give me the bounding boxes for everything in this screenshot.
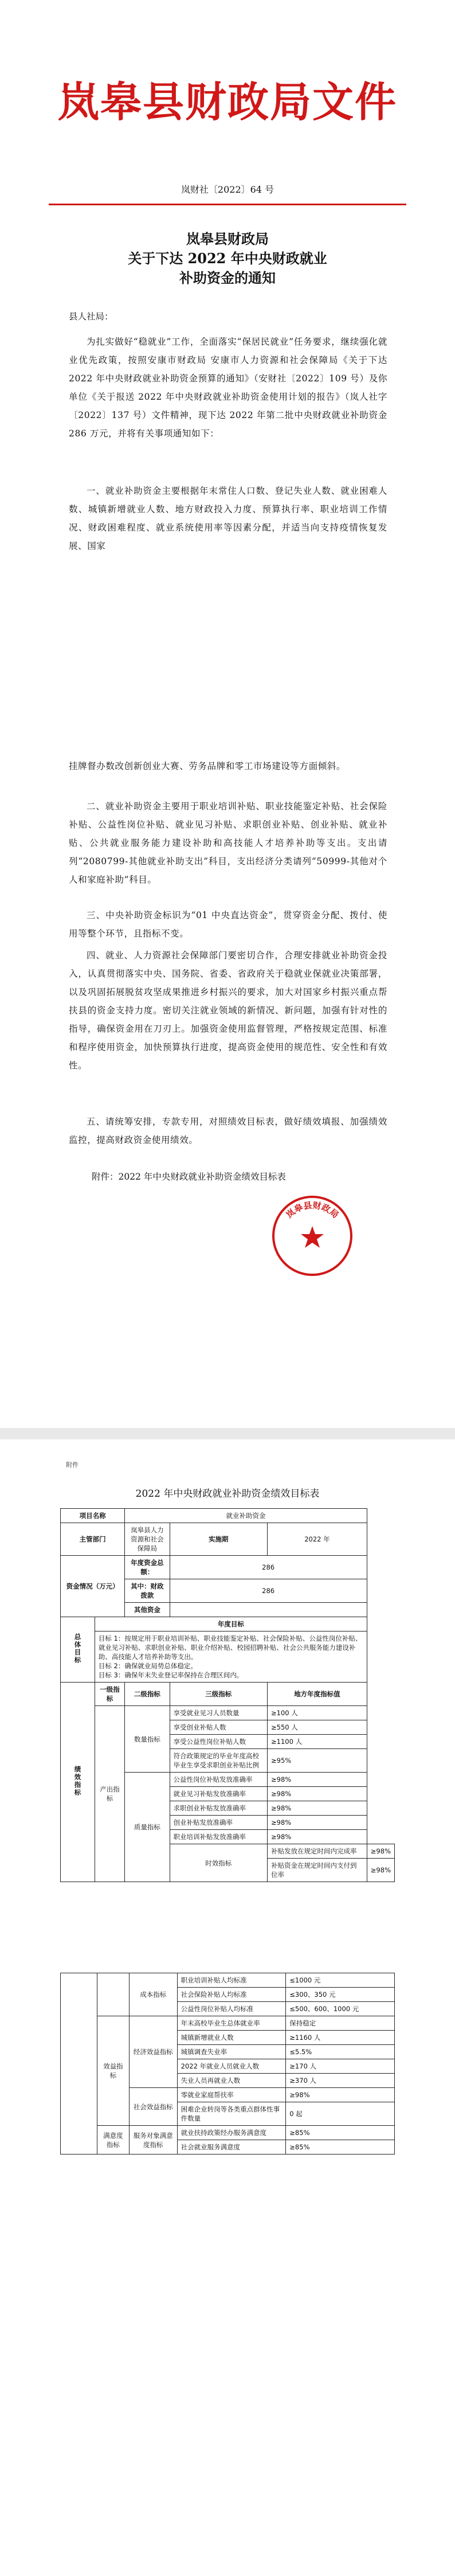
document-number: 岚财社〔2022〕64 号	[181, 184, 274, 195]
quality-row-3-name: 求职创业补贴发放准确率	[170, 1801, 268, 1816]
agency-letterhead: 岚皋县财政局文件	[57, 77, 397, 126]
annex-tag: 附件	[66, 1461, 79, 1469]
economic-row-2-name: 城镇新增就业人数	[177, 2031, 286, 2045]
cost-label: 成本指标	[129, 1973, 177, 2016]
goal-1: 目标 1：按规定用于职业培训补贴、职业技能鉴定补贴、社会保险补贴、公益性岗位补贴、就业见习补贴、求职创业补贴、职业介绍补贴、校园招聘补贴、社会公共服务能力建设补助、高技能人才培养补助等支出。	[98, 1634, 362, 1661]
col-l1: 一级指标	[95, 1683, 124, 1706]
economic-label: 经济效益指标	[129, 2016, 177, 2088]
economic-row-4-name: 2022 年就业人员就业人数	[177, 2059, 286, 2074]
funds-label: 资金情况（万元）	[61, 1556, 125, 1617]
dept-label: 主管部门	[61, 1523, 125, 1556]
total-label: 年度资金总额：	[125, 1556, 170, 1579]
goal-2: 目标 2：确保就业局势总体稳定。	[98, 1662, 197, 1670]
col-l3: 三级指标	[170, 1683, 268, 1706]
economic-row-1-value: 保持稳定	[286, 2016, 395, 2031]
quality-row-3-value: ≥98%	[268, 1801, 367, 1816]
satisfaction-row-1-value: ≥85%	[286, 2126, 395, 2140]
perf-label-cont	[61, 1973, 97, 2155]
social-label: 社会效益指标	[129, 2088, 177, 2126]
quality-row-4-value: ≥98%	[268, 1816, 367, 1830]
satisfaction-row-2-name: 社会就业服务满意度	[177, 2140, 286, 2155]
paragraph-section-1: 一、就业补助资金主要根据年末常住人口数、登记失业人数、就业困难人数、城镇新增就业人数、地方财政投入力度、预算执行率、职业培训工作情况、财政困难程度、就业系统使用率等因素分配，并适当向支持疫情恢复发展、国家	[69, 486, 387, 551]
quantity-row-4-value: ≥95%	[268, 1749, 367, 1773]
red-divider	[49, 204, 406, 205]
paragraph-section-3: 三、中央补助资金标识为“01 中央直达资金”，贯穿资金分配、拨付、使用等整个环节，且指标不变。	[69, 910, 387, 939]
social-row-1-name: 零就业家庭帮扶率	[177, 2088, 286, 2102]
cost-row-1-value: ≤1000 元	[286, 1973, 395, 1988]
satisfaction-l2-label: 服务对象满意度指标	[129, 2126, 177, 2155]
timeliness-row-1-name: 补贴发放在规定时间内完成率	[268, 1844, 367, 1859]
performance-table-part-2	[60, 1973, 395, 2155]
annex-table-title: 2022 年中央财政就业补助资金绩效目标表	[135, 1488, 320, 1500]
cost-row-3-name: 公益性岗位补贴人均标准	[177, 2002, 286, 2016]
quantity-row-4-name: 符合政策规定的毕业年度高校毕业生享受求职创业补贴比例	[170, 1749, 268, 1773]
col-target: 地方年度指标值	[268, 1683, 367, 1706]
economic-row-2-value: ≥1160 人	[286, 2031, 395, 2045]
quantity-row-1-value: ≥100 人	[268, 1706, 367, 1720]
goal-label: 总体目标	[61, 1617, 95, 1683]
seal-star-icon	[301, 1226, 324, 1248]
quantity-row-1-name: 享受就业见习人员数量	[170, 1706, 268, 1720]
output-label-cont	[97, 1973, 129, 2016]
social-row-2-name: 困难企业转岗等各类重点群体性事件数量	[177, 2102, 286, 2126]
other-label: 其他资金	[125, 1603, 170, 1617]
output-label: 产出指标	[95, 1706, 124, 1882]
seal-text: 岚皋县财政局	[284, 1200, 341, 1220]
salutation: 县人社局：	[69, 311, 113, 322]
social-row-2-value: 0 起	[286, 2102, 395, 2126]
paragraph-section-2: 二、就业补助资金主要用于职业培训补贴、职业技能鉴定补贴、社会保险补贴、公益性岗位补贴、就业见习补贴、求职创业补贴、创业补贴、就业补贴、公共就业服务能力建设补助和高技能人才培养补助等支出。支出请列“2080799-其他就业补助支出”科目，支出经济分类请列“50999-其他对个人和家庭补助”科目。	[69, 801, 387, 885]
cost-row-1-name: 职业培训补贴人均标准	[177, 1973, 286, 1988]
performance-table-part-1	[60, 1508, 395, 1882]
annual-goal-label: 年度目标	[95, 1617, 367, 1632]
timeliness-row-2-value: ≥98%	[367, 1859, 394, 1882]
satisfaction-row-2-value: ≥85%	[286, 2140, 395, 2155]
social-row-1-value: ≥98%	[286, 2088, 395, 2102]
notice-title-line-1: 岚皋县财政局	[186, 231, 269, 247]
quantity-row-3-value: ≥1100 人	[268, 1735, 367, 1749]
quality-row-2-name: 就业见习补贴发放准确率	[170, 1787, 268, 1801]
official-seal	[269, 1193, 355, 1279]
total-value: 286	[170, 1556, 367, 1579]
attachment-reference: 附件：2022 年中央财政就业补助资金绩效目标表	[92, 1172, 286, 1182]
paragraph-section-4: 四、就业、人力资源社会保障部门要密切合作，合理安排就业补助资金投入，认真贯彻落实中央、国务院、省委、省政府关于稳就业保就业决策部署，以及巩固拓展脱贫攻坚成果推进乡村振兴的要求，加大对国家乡村振兴重点帮扶县的资金支持力度。密切关注就业领域的新情况、新问题，加强有针对性的指导，确保资金用在刀刃上。加强资金使用监督管理，严格按规定范围、标准和程序使用资金，加快预算执行进度，提高资金使用的规范性、安全性和有效性。	[69, 950, 387, 1071]
economic-row-3-value: ≤5.5%	[286, 2045, 395, 2059]
annex-page	[0, 1439, 455, 2576]
quality-row-1-value: ≥98%	[268, 1773, 367, 1787]
economic-row-3-name: 城镇调查失业率	[177, 2045, 286, 2059]
paragraph-section-5: 五、请统筹安排，专款专用，对照绩效目标表，做好绩效填报、加强绩效监控，提高财政资金使用绩效。	[69, 1117, 387, 1145]
central-value: 286	[170, 1579, 367, 1603]
quality-row-1-name: 公益性岗位补贴发放准确率	[170, 1773, 268, 1787]
quantity-row-2-value: ≥550 人	[268, 1720, 367, 1735]
notice-page-2	[0, 573, 455, 1428]
timeliness-row-2-name: 补贴资金在规定时间内支付到位率	[268, 1859, 367, 1882]
notice-title-line-2: 关于下达 2022 年中央财政就业	[128, 250, 327, 267]
quality-row-5-value: ≥98%	[268, 1830, 367, 1844]
benefit-label: 效益指标	[97, 2016, 129, 2126]
project-name-label: 项目名称	[61, 1509, 125, 1523]
quality-row-2-value: ≥98%	[268, 1787, 367, 1801]
cost-row-3-value: ≤500、600、1000 元	[286, 2002, 395, 2016]
impl-value: 2022 年	[268, 1523, 367, 1556]
notice-title-line-3: 补助资金的通知	[179, 270, 276, 286]
cost-row-2-value: ≤300、350 元	[286, 1988, 395, 2002]
goal-3: 目标 3：确保年末失业登记率保持在合理区间内。	[98, 1671, 244, 1679]
quality-row-5-name: 职业培训补贴发放准确率	[170, 1830, 268, 1844]
satisfaction-row-1-name: 就业扶持政策经办服务满意度	[177, 2126, 286, 2140]
goal-list	[95, 1632, 367, 1683]
timeliness-label: 时效指标	[170, 1844, 268, 1882]
project-name-value: 就业补助资金	[125, 1509, 367, 1523]
paragraph-section-1-continued: 挂牌督办数改创新创业大赛、劳务品牌和零工市场建设等方面倾斜。	[69, 761, 346, 771]
timeliness-row-1-value: ≥98%	[367, 1844, 394, 1859]
paragraph-intro: 为扎实做好“稳就业”工作，全面落实“保居民就业”任务要求，继续强化就业优先政策，按照安康市财政局 安康市人力资源和社会保障局《关于下达 2022 年中央财政就业补助资金预算的通知》（安财社〔2022〕109 号）及你单位《关于报送 2022 年中央财政就业补助资金使用计划的报告》（岚人社字〔2022〕137 号）文件精神，现下达 2022 年第二批中央财政就业补助资金 286 万元，并将有关事项通知如下：	[69, 337, 387, 439]
economic-row-5-name: 失业人员再就业人数	[177, 2074, 286, 2088]
quantity-label: 数量指标	[125, 1706, 170, 1773]
impl-label: 实施期	[170, 1523, 268, 1556]
economic-row-1-name: 年末高校毕业生总体就业率	[177, 2016, 286, 2031]
cost-row-2-name: 社会保险补贴人均标准	[177, 1988, 286, 2002]
quality-label: 质量指标	[125, 1773, 170, 1882]
quality-row-4-name: 创业补贴发放准确率	[170, 1816, 268, 1830]
satisfaction-l1-label: 满意度指标	[97, 2126, 129, 2155]
quantity-row-3-name: 享受公益性岗位补贴人数	[170, 1735, 268, 1749]
economic-row-4-value: ≥170 人	[286, 2059, 395, 2074]
other-value	[170, 1603, 367, 1617]
col-l2: 二级指标	[125, 1683, 170, 1706]
economic-row-5-value: ≥370 人	[286, 2074, 395, 2088]
dept-value: 岚皋县人力资源和社会保障局	[125, 1523, 170, 1556]
perf-label: 绩效指标	[61, 1683, 95, 1882]
central-label: 其中：财政拨款	[125, 1579, 170, 1603]
quantity-row-2-name: 享受创业补贴人数	[170, 1720, 268, 1735]
